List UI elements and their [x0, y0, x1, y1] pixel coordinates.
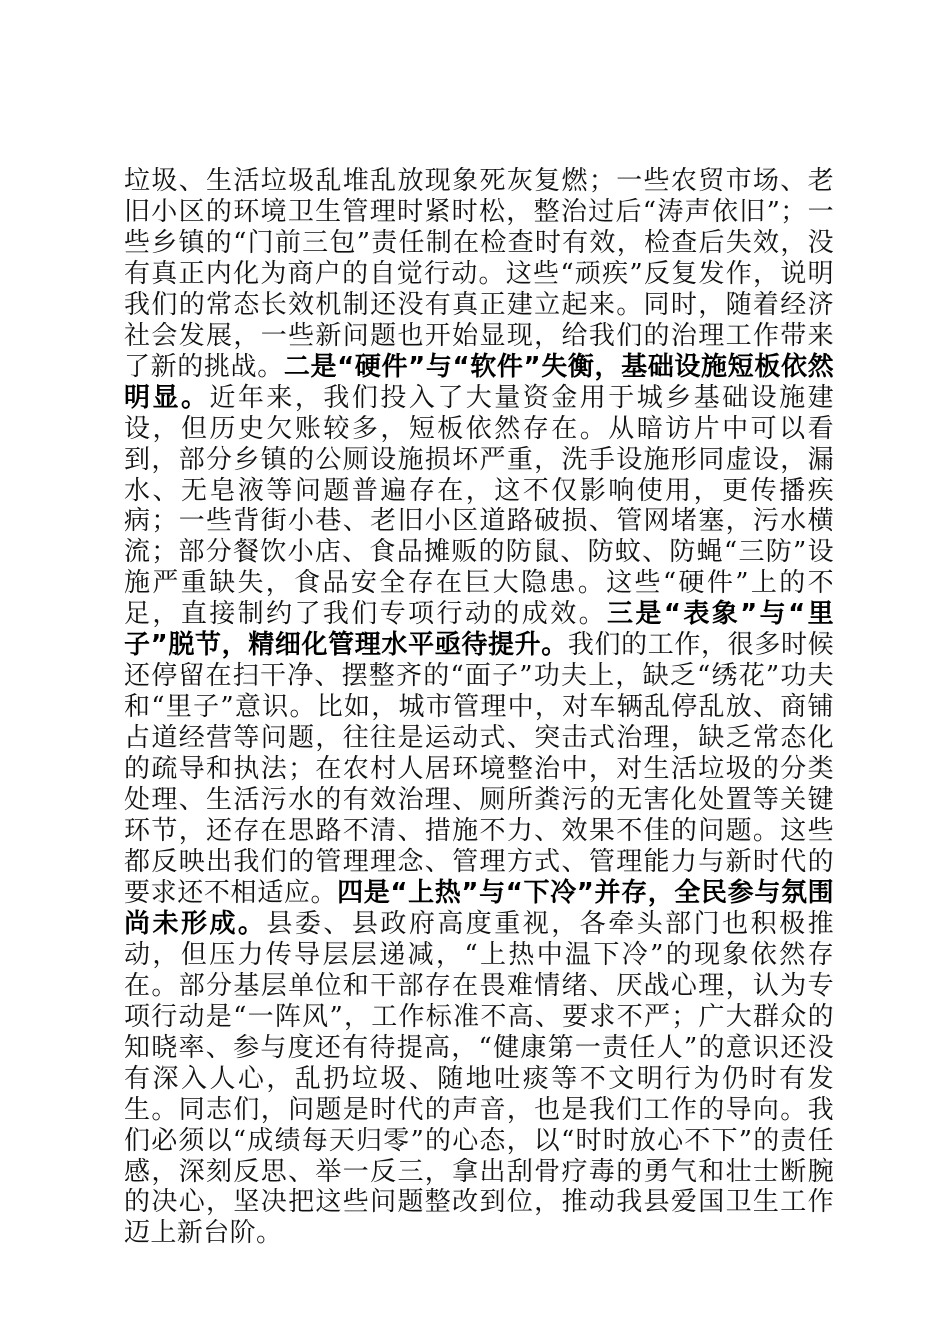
- paragraph-text-1: 垃圾、生活垃圾乱堆乱放现象死灰复燃；一些农贸市场、老旧小区的环境卫生管理时紧时松，整治过后“涛声依旧”；一些乡镇的“门前三包”责任制在检查时有效，检查后失效，没有真正内化为商户的自觉行动。这些“顽疾”反复发作，说明我们的常态长效机制还没有真正建立起来。同时，随着经济社会发展，一些新问题也开始显现，给我们的治理工作带来了新的挑战。: [124, 166, 834, 382]
- paragraph-text-3: 我们的工作，很多时候还停留在扫干净、摆整齐的“面子”功夫上，缺乏“绣花”功夫和“里子”意识。比如，城市管理中，对车辆乱停乱放、商铺占道经营等问题，往往是运动式、突击式治理，缺乏常态化的疏导和执法；在农村人居环境整治中，对生活垃圾的分类处理、生活污水的有效治理、厕所粪污的无害化处置等关键环节，还存在思路不清、措施不力、效果不佳的问题。这些都反映出我们的管理理念、管理方式、管理能力与新时代的要求还不相适应。: [124, 630, 834, 908]
- paragraph-text-2: 近年来，我们投入了大量资金用于城乡基础设施建设，但历史欠账较多，短板依然存在。从暗访片中可以看到，部分乡镇的公厕设施损坏严重，洗手设施形同虚设，漏水、无皂液等问题普遍存在，这不仅影响使用，更传播疾病；一些背街小巷、老旧小区道路破损、管网堵塞，污水横流；部分餐饮小店、食品摊贩的防鼠、防蚊、防蝇“三防”设施严重缺失，食品安全存在巨大隐患。这些“硬件”上的不足，直接制约了我们专项行动的成效。: [124, 382, 834, 630]
- paragraph-text-4: 县委、县政府高度重视，各牵头部门也积极推动，但压力传导层层递减，“上热中温下冷”的现象依然存在。部分基层单位和干部存在畏难情绪、厌战心理，认为专项行动是“一阵风”，工作标准不高、要求不严；广大群众的知晓率、参与度还有待提高，“健康第一责任人”的意识还没有深入人心，乱扔垃圾、随地吐痰等不文明行为仍时有发生。同志们，问题是时代的声音，也是我们工作的导向。我们必须以“成绩每天归零”的心态，以“时时放心不下”的责任感，深刻反思、举一反三，拿出刮骨疗毒的勇气和壮士断腕的决心，坚决把这些问题整改到位，推动我县爱国卫生工作迈上新台阶。: [124, 908, 834, 1249]
- bold-heading-3: 三是“表象”与“里子”脱节，精细化管理水平亟待提升。: [124, 599, 834, 661]
- body-paragraph: [124, 166, 834, 1249]
- bold-heading-4: 四是“上热”与“下冷”并存，全民参与氛围尚未形成。: [124, 877, 834, 939]
- bold-heading-2: 二是“硬件”与“软件”失衡，基础设施短板依然明显。: [124, 351, 835, 413]
